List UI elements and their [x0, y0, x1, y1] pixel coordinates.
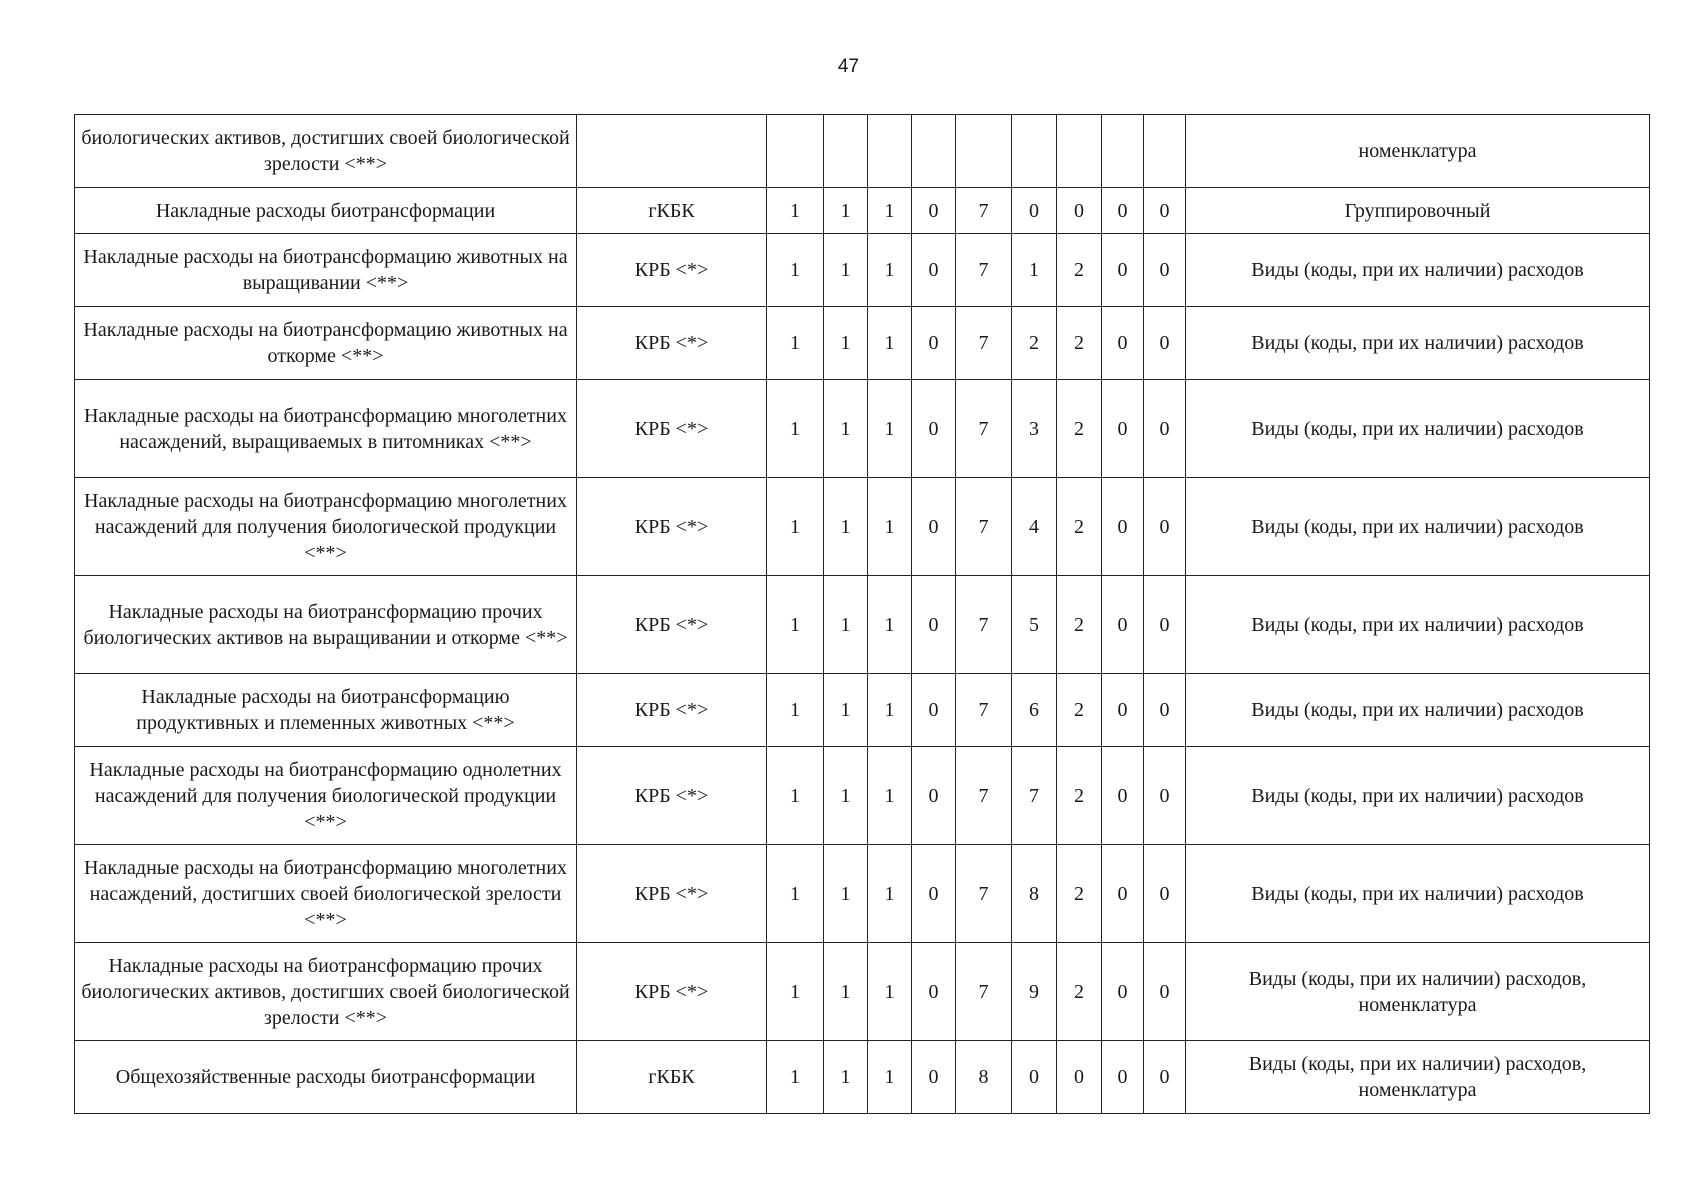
code-digit-cell: 0 [912, 234, 956, 307]
account-type-cell: гКБК [577, 188, 767, 234]
code-digit-cell: 1 [868, 188, 912, 234]
code-digit-cell: 0 [1144, 845, 1186, 943]
code-digit-cell [868, 115, 912, 188]
code-digit-cell: 1 [868, 747, 912, 845]
code-digit-cell: 0 [1102, 234, 1144, 307]
code-digit-cell: 1 [767, 234, 824, 307]
code-digit-cell [1144, 115, 1186, 188]
code-digit-cell: 1 [868, 576, 912, 674]
analytics-cell: Виды (коды, при их наличии) расходов [1186, 478, 1650, 576]
code-digit-cell: 2 [1057, 576, 1102, 674]
table-row [75, 188, 1650, 234]
account-type-cell: КРБ <*> [577, 234, 767, 307]
code-digit-cell: 1 [767, 845, 824, 943]
code-digit-cell: 0 [1144, 234, 1186, 307]
code-digit-cell: 7 [956, 188, 1012, 234]
account-type-cell: КРБ <*> [577, 845, 767, 943]
code-digit-cell: 1 [767, 674, 824, 747]
code-digit-cell: 0 [1057, 188, 1102, 234]
code-digit-cell: 0 [1012, 1041, 1057, 1114]
code-digit-cell: 0 [912, 845, 956, 943]
code-digit-cell: 7 [956, 845, 1012, 943]
analytics-cell: Виды (коды, при их наличии) расходов [1186, 576, 1650, 674]
code-digit-cell: 2 [1057, 380, 1102, 478]
account-type-cell: КРБ <*> [577, 380, 767, 478]
table-row [75, 380, 1650, 478]
code-digit-cell: 0 [1102, 845, 1144, 943]
analytics-cell: Виды (коды, при их наличии) расходов [1186, 747, 1650, 845]
code-digit-cell: 1 [868, 380, 912, 478]
code-digit-cell: 7 [956, 943, 1012, 1041]
table-row [75, 307, 1650, 380]
code-digit-cell: 0 [1102, 747, 1144, 845]
code-digit-cell: 2 [1057, 845, 1102, 943]
code-digit-cell: 1 [824, 380, 868, 478]
table-row [75, 1041, 1650, 1114]
code-digit-cell: 0 [912, 380, 956, 478]
analytics-cell: Виды (коды, при их наличии) расходов, номенклатура [1186, 943, 1650, 1041]
code-digit-cell [1057, 115, 1102, 188]
code-digit-cell [1102, 115, 1144, 188]
account-name-cell: Накладные расходы на биотрансформацию продуктивных и племенных животных <**> [75, 674, 577, 747]
code-digit-cell: 0 [1144, 478, 1186, 576]
analytics-cell: Виды (коды, при их наличии) расходов [1186, 307, 1650, 380]
code-digit-cell: 2 [1057, 943, 1102, 1041]
code-digit-cell: 0 [912, 307, 956, 380]
code-digit-cell: 1 [868, 307, 912, 380]
code-digit-cell: 2 [1057, 674, 1102, 747]
table-row [75, 674, 1650, 747]
code-digit-cell: 0 [1057, 1041, 1102, 1114]
table-row [75, 845, 1650, 943]
account-type-cell: КРБ <*> [577, 307, 767, 380]
code-digit-cell: 0 [1144, 307, 1186, 380]
code-digit-cell: 1 [767, 1041, 824, 1114]
code-digit-cell: 0 [1144, 576, 1186, 674]
analytics-cell: Группировочный [1186, 188, 1650, 234]
code-digit-cell: 1 [824, 1041, 868, 1114]
account-name-cell: Накладные расходы на биотрансформацию многолетних насаждений, выращиваемых в питомниках <**> [75, 380, 577, 478]
code-digit-cell: 2 [1057, 234, 1102, 307]
code-digit-cell: 0 [1102, 188, 1144, 234]
code-digit-cell: 2 [1057, 747, 1102, 845]
code-digit-cell: 0 [1102, 478, 1144, 576]
code-digit-cell: 1 [824, 307, 868, 380]
code-digit-cell: 9 [1012, 943, 1057, 1041]
account-type-cell: КРБ <*> [577, 943, 767, 1041]
analytics-cell: Виды (коды, при их наличии) расходов [1186, 380, 1650, 478]
account-name-cell: Накладные расходы на биотрансформацию однолетних насаждений для получения биологической продукции <**> [75, 747, 577, 845]
code-digit-cell: 2 [1012, 307, 1057, 380]
table-row [75, 115, 1650, 188]
code-digit-cell: 7 [956, 234, 1012, 307]
analytics-cell: Виды (коды, при их наличии) расходов [1186, 845, 1650, 943]
code-digit-cell: 2 [1057, 478, 1102, 576]
code-digit-cell: 2 [1057, 307, 1102, 380]
code-digit-cell: 0 [912, 478, 956, 576]
code-digit-cell: 7 [956, 380, 1012, 478]
code-digit-cell: 1 [767, 943, 824, 1041]
account-name-cell: Накладные расходы биотрансформации [75, 188, 577, 234]
account-type-cell: КРБ <*> [577, 747, 767, 845]
code-digit-cell: 1 [824, 576, 868, 674]
code-digit-cell: 0 [1102, 943, 1144, 1041]
code-digit-cell: 1 [824, 747, 868, 845]
account-type-cell: КРБ <*> [577, 478, 767, 576]
code-digit-cell: 1 [767, 380, 824, 478]
analytics-cell: Виды (коды, при их наличии) расходов [1186, 234, 1650, 307]
code-digit-cell: 0 [1144, 674, 1186, 747]
code-digit-cell: 1 [868, 674, 912, 747]
account-type-cell [577, 115, 767, 188]
code-digit-cell: 0 [1144, 1041, 1186, 1114]
analytics-cell: Виды (коды, при их наличии) расходов [1186, 674, 1650, 747]
analytics-cell: Виды (коды, при их наличии) расходов, номенклатура [1186, 1041, 1650, 1114]
table-body [75, 115, 1650, 1114]
code-digit-cell: 5 [1012, 576, 1057, 674]
code-digit-cell: 0 [912, 576, 956, 674]
code-digit-cell: 1 [824, 234, 868, 307]
code-digit-cell: 0 [912, 188, 956, 234]
code-digit-cell [767, 115, 824, 188]
code-digit-cell: 1 [824, 188, 868, 234]
table-row [75, 234, 1650, 307]
code-digit-cell: 0 [1144, 188, 1186, 234]
table-row [75, 747, 1650, 845]
account-name-cell: Общехозяйственные расходы биотрансформации [75, 1041, 577, 1114]
code-digit-cell: 7 [956, 747, 1012, 845]
code-digit-cell: 7 [1012, 747, 1057, 845]
code-digit-cell: 0 [1102, 380, 1144, 478]
code-digit-cell: 0 [1102, 576, 1144, 674]
code-digit-cell: 0 [912, 943, 956, 1041]
code-digit-cell: 1 [868, 943, 912, 1041]
code-digit-cell [912, 115, 956, 188]
account-type-cell: КРБ <*> [577, 674, 767, 747]
code-digit-cell: 7 [956, 478, 1012, 576]
code-digit-cell: 1 [868, 845, 912, 943]
table-row [75, 576, 1650, 674]
code-digit-cell: 8 [956, 1041, 1012, 1114]
code-digit-cell: 0 [912, 747, 956, 845]
account-name-cell: Накладные расходы на биотрансформацию прочих биологических активов, достигших своей биологической зрелости <**> [75, 943, 577, 1041]
analytics-cell: номенклатура [1186, 115, 1650, 188]
code-digit-cell: 1 [824, 674, 868, 747]
code-digit-cell: 0 [1102, 307, 1144, 380]
account-name-cell: Накладные расходы на биотрансформацию прочих биологических активов на выращивании и откорме <**> [75, 576, 577, 674]
code-digit-cell: 1 [868, 1041, 912, 1114]
code-digit-cell: 1 [767, 576, 824, 674]
account-name-cell: Накладные расходы на биотрансформацию животных на откорме <**> [75, 307, 577, 380]
table-row [75, 478, 1650, 576]
account-name-cell: Накладные расходы на биотрансформацию многолетних насаждений, достигших своей биологической зрелости <**> [75, 845, 577, 943]
account-codes-table [74, 114, 1650, 1114]
code-digit-cell: 1 [767, 188, 824, 234]
code-digit-cell [824, 115, 868, 188]
code-digit-cell: 1 [1012, 234, 1057, 307]
code-digit-cell: 1 [824, 943, 868, 1041]
code-digit-cell: 0 [1144, 380, 1186, 478]
code-digit-cell: 0 [1012, 188, 1057, 234]
code-digit-cell: 0 [1144, 747, 1186, 845]
table-row [75, 943, 1650, 1041]
account-name-cell: Накладные расходы на биотрансформацию животных на выращивании <**> [75, 234, 577, 307]
code-digit-cell: 1 [868, 478, 912, 576]
code-digit-cell: 1 [767, 478, 824, 576]
page-number: 47 [837, 56, 860, 77]
code-digit-cell: 1 [767, 747, 824, 845]
code-digit-cell: 0 [912, 674, 956, 747]
code-digit-cell: 0 [1144, 943, 1186, 1041]
code-digit-cell: 7 [956, 674, 1012, 747]
code-digit-cell: 1 [868, 234, 912, 307]
code-digit-cell: 7 [956, 576, 1012, 674]
code-digit-cell: 6 [1012, 674, 1057, 747]
code-digit-cell: 0 [912, 1041, 956, 1114]
code-digit-cell: 8 [1012, 845, 1057, 943]
code-digit-cell: 1 [767, 307, 824, 380]
code-digit-cell [1012, 115, 1057, 188]
code-digit-cell: 7 [956, 307, 1012, 380]
code-digit-cell: 3 [1012, 380, 1057, 478]
code-digit-cell: 1 [824, 845, 868, 943]
account-type-cell: КРБ <*> [577, 576, 767, 674]
account-name-cell: биологических активов, достигших своей биологической зрелости <**> [75, 115, 577, 188]
account-name-cell: Накладные расходы на биотрансформацию многолетних насаждений для получения биологической продукции <**> [75, 478, 577, 576]
account-type-cell: гКБК [577, 1041, 767, 1114]
code-digit-cell: 4 [1012, 478, 1057, 576]
code-digit-cell: 0 [1102, 674, 1144, 747]
code-digit-cell [956, 115, 1012, 188]
code-digit-cell: 0 [1102, 1041, 1144, 1114]
code-digit-cell: 1 [824, 478, 868, 576]
